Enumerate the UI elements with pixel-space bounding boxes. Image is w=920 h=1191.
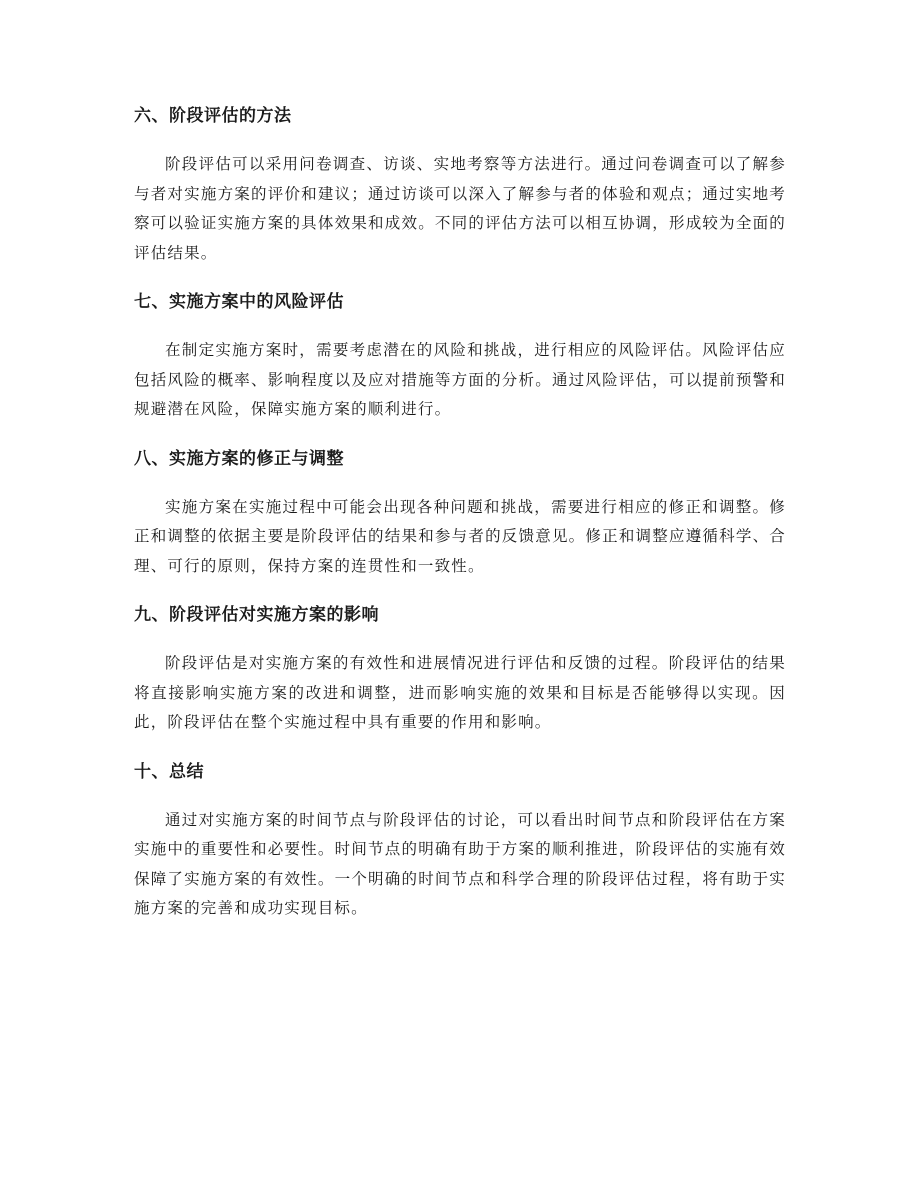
section-7 — [134, 290, 786, 425]
section-8 — [134, 447, 786, 582]
section-paragraph: 通过对实施方案的时间节点与阶段评估的讨论，可以看出时间节点和阶段评估在方案实施中的重要性和必要性。时间节点的明确有助于方案的顺利推进，阶段评估的实施有效保障了实施方案的有效性。一个明确的时间节点和科学合理的阶段评估过程，将有助于实施方案的完善和成功实现目标。 — [134, 810, 786, 917]
section-title: 十、总结 — [134, 761, 204, 782]
section-paragraph: 阶段评估可以采用问卷调查、访谈、实地考察等方法进行。通过问卷调查可以了解参与者对实施方案的评价和建议；通过访谈可以深入了解参与者的体验和观点；通过实地考察可以验证实施方案的具体效果和成效。不同的评估方法可以相互协调，形成较为全面的评估结果。 — [134, 155, 786, 262]
section-6 — [134, 104, 786, 268]
section-9 — [134, 603, 786, 738]
section-title: 六、阶段评估的方法 — [134, 106, 292, 126]
section-paragraph: 实施方案在实施过程中可能会出现各种问题和挑战，需要进行相应的修正和调整。修正和调整的依据主要是阶段评估的结果和参与者的反馈意见。修正和调整应遵循科学、合理、可行的原则，保持方案的连贯性和一致性。 — [134, 497, 786, 575]
section-title: 七、实施方案中的风险评估 — [134, 292, 344, 312]
section-title: 八、实施方案的修正与调整 — [134, 448, 344, 469]
document-content — [134, 104, 786, 946]
section-paragraph: 在制定实施方案时，需要考虑潜在的风险和挑战，进行相应的风险评估。风险评估应包括风险的概率、影响程度以及应对措施等方面的分析。通过风险评估，可以提前预警和规避潜在风险，保障实施方案的顺利进行。 — [134, 341, 786, 418]
section-paragraph: 阶段评估是对实施方案的有效性和进展情况进行评估和反馈的过程。阶段评估的结果将直接影响实施方案的改进和调整，进而影响实施的效果和目标是否能够得以实现。因此，阶段评估在整个实施过程中具有重要的作用和影响。 — [134, 654, 786, 731]
section-10 — [134, 760, 786, 924]
section-title: 九、阶段评估对实施方案的影响 — [134, 605, 379, 625]
